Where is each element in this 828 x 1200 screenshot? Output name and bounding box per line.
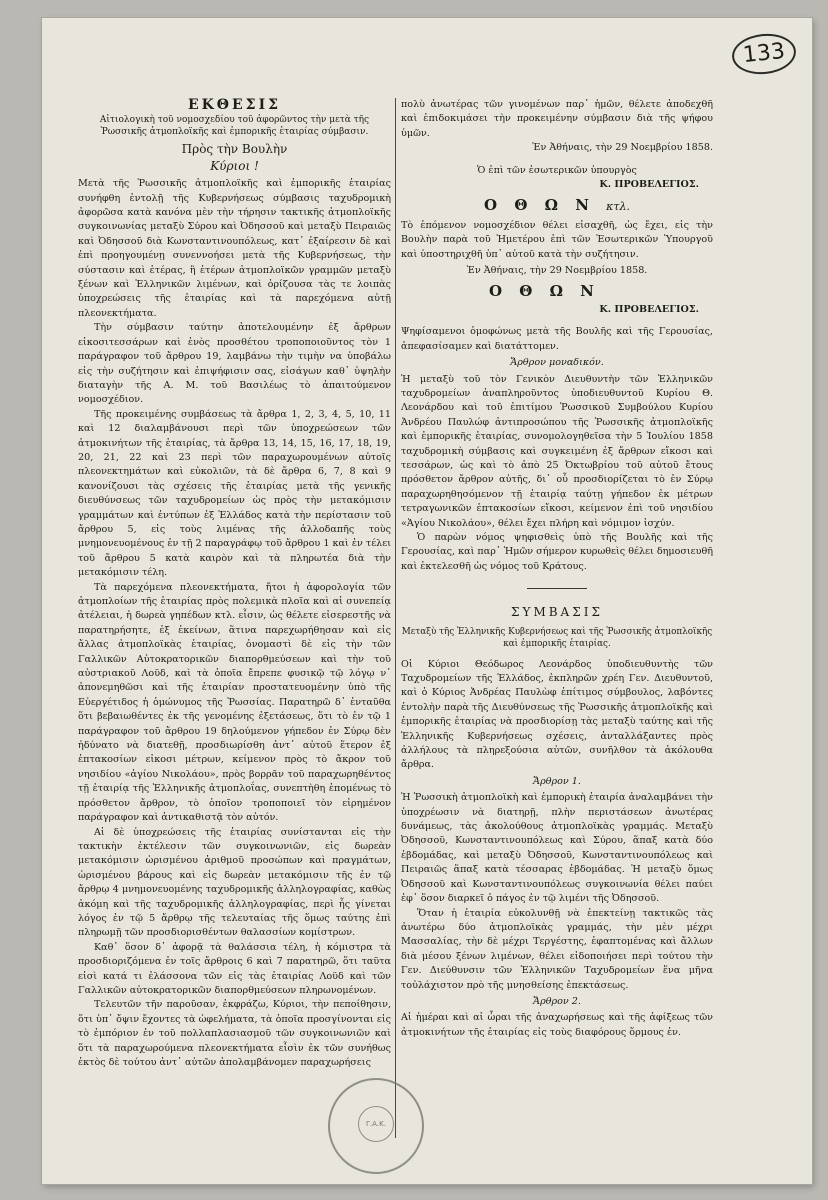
column-divider — [395, 98, 396, 1138]
article-heading: Ἄρθρον 1. — [533, 775, 581, 787]
resolution-text: Ψηφίσαμενοι ὁμοφώνως μετὰ τῆς Βουλῆς καὶ τῆς Γερουσίας, ἀπεφασίσαμεν καὶ διατάττομεν. — [401, 326, 713, 352]
king-name — [401, 198, 713, 214]
continuation-text: πολὺ ἀνωτέρας τῶν γινομένων παρ᾽ ἡμῶν, θέλετε ἀποδεχθῆ καὶ ἐπιδοκιμάσει τὴν προκειμένην σύμβασιν διὰ τῆς ψήφου ὑμῶν. — [401, 99, 713, 139]
report-paragraph: Καθ᾽ ὅσον δ᾽ ἀφορᾷ τὰ θαλάσσια τέλη, ἡ κόμιστρα τὰ προσδιοριζόμενα ἐν τοῖς ἄρθροις 6 καὶ 7 παρατηρῶ, ὅτι ταῦτα εἰσὶ κατά τι ἐλάσσονα τῶν εἰς τὰς ἑταιρίας Λοϋδ καὶ τῶν Γαλλικῶν αὐτοκρατορικῶν διαπορθμεύσεων πληρωνομένων. — [78, 941, 391, 996]
archive-stamp — [328, 1078, 424, 1174]
addressee: Πρὸς τὴν Βουλὴν — [181, 142, 288, 157]
ktl-abbrev: κτλ. — [606, 200, 630, 214]
minister-signature: Κ. ΠΡΟΒΕΛΕΓΙΟΣ. — [599, 179, 699, 191]
salutation: Κύριοι ! — [210, 158, 259, 173]
report-paragraph: Τελευτῶν τῆν παροῦσαν, ἐκφράζω, Κύριοι, τὴν πεποίθησιν, ὅτι ὑπ᾽ ὄψιν ἔχοντες τὰ ὠφελήματα, τὰ ὁποῖα προσγίνονται εἰς τὸ ἐμπόριον ἐν τοῦ πολλαπλασιασμοῦ τῶν συγκοινωνιῶν καὶ ὅτι τὰ παραχωρούμενα πλεονεκτήματα εἶσὶν ἐκ τῶν συνήθως ἐκτὸς δὲ τούτου ἀντ᾽ αὐτῶν ἀπολαμβάνομεν παραχωρήσεις — [78, 999, 391, 1068]
page-number: 133 — [730, 31, 798, 77]
report-paragraph: Τὴν σύμβασιν ταύτην ἀποτελουμένην ἐξ ἄρθρων εἰκοσιτεσσάρων καὶ ἑνὸς προσθέτου τροποποιοῦντος τὸν 1 παράγραφον τοῦ ἄρθρου 19, λαμβάνω τὴν τιμὴν να ὑποβάλω εἰς τὴν συζήτησιν καὶ ἐπιψήφισιν σας, εἰσάγων καθ᾽ ὑψηλὴν διαταγὴν τῆς Α. Μ. τοῦ Βασιλέως τὸ ἀπαιτούμενον νομοσχέδιον. — [78, 322, 391, 406]
minister-countersignature: Κ. ΠΡΟΒΕΛΕΓΙΟΣ. — [599, 303, 699, 315]
article-heading: Ἄρθρον 2. — [533, 995, 581, 1007]
section-rule — [527, 588, 587, 589]
law-paragraph: Ἡ μεταξὺ τοῦ τὸν Γενικὸν Διευθυντὴν τῶν Ἑλληνικῶν ταχυδρομείων ἀναπληροῦντος ὑποδιευθυντοῦ Κυρίου Θ. Λεονάρδου καὶ τοῦ ἐπιτίμου Ῥωσσικοῦ Συμβούλου Κυρίου Ἀνδρέου Παυλώφ ἀντιπροσώπου τῆς Ῥωσσικῆς ἀτμοπλοϊκῆς καὶ ἐμπορικῆς ἑταιρίας, συνομολογηθεῖσα τὴν 5 Ἰουλίου 1858 ταχυδρομικὴ σύμβασις καὶ συγκειμένη ἐξ ἄρθρων εἴκοσι καὶ τεσσάρων, ὡς καὶ τὸ ἀπὸ 25 Ὀκτωβρίου τοῦ αὐτοῦ ἔτους πρόσθετον ἄρθρον αὐτῆς, δι᾽ οὗ προσδιορίζεται τὸ ἐν Σύρῳ παραχωρηθησόμενον τῇ ἑταιρίᾳ ταύτῃ γήπεδον ἐκ μέτρων τετραγωνικῶν ἑπτακοσίων εἴκοσι, κείμενον ἐπὶ τοῦ νησιδίου «Ἁγίου Νικολάου», θέλει ἔχει πλήρη καὶ νόμιμον ἰσχύν. — [401, 373, 713, 529]
article-paragraph: Ὅταν ἡ ἑταιρία εὐκολυνθῇ νὰ ἐπεκτείνῃ τακτικῶς τὰς ἀνωτέρω δύο ἀτμοπλοϊκὰς γραμμάς, τὴν μὲν μέχρι Μασσαλίας, τὴν δὲ μέχρι Τεργέστης, ἐφαπτομένας καὶ ἄλλων διὰ μέσου ξένων λιμένων, θέλει εἰδοποιήσει περὶ τούτου τὴν Γεν. Διεύθυνσιν τῶν Ἑλληνικῶν Ταχυδρομείων ἕνα μῆνα τοὐλάχιστον πρὸ τῆς μνησθείσης ἐπεκτάσεως. — [401, 907, 713, 991]
left-column — [78, 98, 391, 1070]
dateline: Ἐν Ἀθήναις, τὴν 29 Νοεμβρίου 1858. — [532, 142, 713, 154]
section-title: ΣΥΜΒΑΣΙΣ — [511, 605, 603, 620]
report-paragraph: Τῆς προκειμένης συμβάσεως τὰ ἄρθρα 1, 2, 3, 4, 5, 10, 11 καὶ 12 διαλαμβάνουσι περὶ τῶν ὑποχρεώσεων τῶν ἀτμοκινήτων τῆς ἑταιρίας, τὰ ἄρθρα 13, 14, 15, 16, 17, 18, 19, 20, 21, 22 καὶ 23 περὶ τῶν παραχωρουμένων αὐτοῖς πλεονεκτημάτων καὶ εὐκολιῶν, τὰ δὲ ἄρθρα 6, 7, 8 καὶ 9 κανονίζουσι τὰς σχέσεις τῆς ἑταιρίας μετὰ τῆς γενικῆς διευθύνσεως τῶν ταχυδρομείων ὡς πρὸς τὴν μετακόμισιν γραμμάτων καὶ ἐντύπων ἐξ Ἑλλάδος κατὰ τὴν περίστασιν τοῦ ἄρθρου 5, εἰς τοὺς λιμένας τῆς ἀλλοδαπῆς τοὺς μνημονευομένους ἐν τῇ 2 παραγράφῳ τοῦ ἄρθρου 1 καὶ ἐν τέλει τοῦ ἄρθρου 5 κατὰ καιρὸν καὶ τὰ πληρωτέα διὰ τὴν μετακόμισιν τέλη. — [78, 408, 391, 579]
agreement-intro: Οἱ Κύριοι Θεόδωρος Λεονάρδος ὑποδιευθυντὴς τῶν Ταχυδρομείων τῆς Ἑλλάδος, ἐκπληρῶν χρέη Γεν. Διευθυντοῦ, καὶ ὁ Κύριος Ἀνδρέας Παυλὼφ ἐπίτιμος σύμβουλος, λαβόντες ἐντολὴν παρὰ τῆς Διευθύνσεως τῆς Ῥωσσικῆς ἀτμοπλοϊκῆς καὶ ἐμπορικῆς ἑταιρίας νὰ προσδιορίσῃ τὰς μεταξὺ ταύτης καὶ τῆς Ἑλληνικῆς Κυβερνήσεως σχέσεις, ἀνταλλάξαντες πρὸς ἀλλήλους τὰ πληρεξούσια αὐτῶν, συνῆλθον τὰ ἀκόλουθα ἄρθρα. — [401, 658, 713, 771]
section-subtitle: Μεταξὺ τῆς Ἑλληνικῆς Κυβερνήσεως καὶ τῆς Ῥωσσικῆς ἀτμοπλοϊκῆς καὶ ἐμπορικῆς ἑταιρίας. — [401, 626, 713, 649]
minister-title: Ὁ ἐπὶ τῶν ἐσωτερικῶν ὑπουργὸς — [477, 164, 637, 176]
king-signature: Ο Θ Ω Ν — [489, 282, 600, 301]
report-paragraph: Αἱ δὲ ὑποχρεώσεις τῆς ἑταιρίας συνίστανται εἰς τὴν τακτικὴν ἐκτέλεσιν τῶν συγκοινωνιῶν, εἰς δωρεὰν μετακόμισιν ὡρισμένου ἀριθμοῦ προσώπων καὶ πραγμάτων, ὡρισμένου βάρους καὶ εἰς δωρεὰν μετακόμισιν τῆς ἐν τῷ ἄρθρῳ 4 μνημονευομένης ταχυδρομικῆς ἀλληλογραφίας, καθὼς ἀκόμη καὶ τῆς ταχυδρομικῆς ἀλληλογραφίας, περὶ ἧς γίνεται λόγος ἐν τῷ 5 ἄρθρῳ τῆς τελευταίας τῆς ὅμως ταύτης ἐπὶ πληρωμῇ τῶν προσδιορισθέντων θαλασσίων κομίστρων. — [78, 826, 391, 939]
article-paragraph: Ἡ Ῥωσσικὴ ἀτμοπλοϊκὴ καὶ ἐμπορικὴ ἑταιρία ἀναλαμβάνει τὴν ὑποχρέωσιν νὰ διατηρῇ, πλὴν περιστάσεων ἀνωτέρας δυνάμεως, τὰς ἀκολούθους ἀτμοπλοϊκὰς γραμμάς. Μεταξὺ Ὀδησσοῦ, Κωνσταντινουπόλεως καὶ Σύρου, ἅπαξ κατὰ δύο ἑβδομάδας, καὶ μεταξὺ Ὀδησσοῦ, Κωνσταντινουπόλεως καὶ Πειραιῶς ἅπαξ κατὰ τέσσαρας ἑβδομάδας. Ἡ μεταξὺ ὅμως Ὀδησσοῦ καὶ Κωνσταντινουπόλεως συγκοινωνία θέλει παύει ἐφ᾽ ὅσον διαρκεῖ ὁ πάγος ἐν τῷ λιμένι τῆς Ὀδησσοῦ. — [401, 792, 713, 905]
dateline: Ἐν Ἀθήναις, τὴν 29 Νοεμβρίου 1858. — [466, 265, 648, 277]
report-paragraph: Μετὰ τῆς Ῥωσσικῆς ἀτμοπλοϊκῆς καὶ ἐμπορικῆς ἑταιρίας συνήφθη ἐντολῇ τῆς Κυβερνήσεως σύμβασις ταχυδρομικὴ ἀφορῶσα κατὰ κανόνα μὲν τὴν τήρησιν τακτικῆς ἀτμοπλοϊκῆς συγκοινωνίας μεταξὺ Σύρου καὶ Ὀδησσοῦ καὶ μεταξὺ Πειραιῶς καὶ Ὀδησσοῦ διὰ Κωνσταντινουπόλεως, κατ᾽ ἐξαίρεσιν δὲ καὶ ἐπὶ προηγουμένῃ συνεννοήσει μετὰ τῆς Κυβερνήσεως, τὴν σύστασιν καὶ ἑτέρας, ἢ ἑτέρων ἀτμοπλοϊκῶν γραμμῶν μεταξὺ ξένων καὶ Ἑλληνικῶν λιμένων, καὶ ὁρίζουσα τὰς τε λοιπὰς ὑποχρεώσεις τῆς ἑταιρίας καὶ τὰ παρεχόμενα αὐτῇ πλεονεκτήματα. — [78, 178, 391, 319]
decree-intro: Τὸ ἑπόμενον νομοσχέδιον θέλει εἰσαχθῆ, ὡς ἔχει, εἰς τὴν Βουλὴν παρὰ τοῦ Ἡμετέρου ἐπὶ τῶν Ἐσωτερικῶν Ὑπουργοῦ καὶ ὑποστηριχθῆ ὑπ᾽ αὐτοῦ κατὰ τὴν συζήτησιν. — [401, 219, 713, 260]
report-paragraph: Τὰ παρεχόμενα πλεονεκτήματα, ἤτοι ἡ ἀφορολογία τῶν ἀτμοπλοίων τῆς ἑταιρίας πρὸς πολεμικὰ πλοῖα καὶ αἱ συνεπείᾳ ἀτέλειαι, ἡ δωρεὰ γηπέδων κτλ. εἶσιν, ὡς θέλετε εἰσερεστῆς νὰ παρατηρήσητε, ἐξ ἐκείνων, ἅτινα παρεχωρήθησαν καὶ εἰς ἄλλας ἀτμοπλοϊκὰς ἑταιρίας, ὀνομαστὶ δὲ εἰς τὴν τῶν Γαλλικῶν Αὐτοκρατορικῶν διαπορθμεύσεων καὶ τὴν τοῦ αὐστριακοῦ Λοϋδ, καὶ τὰ ὁποῖα ἔπρεπε φυσικῷ τῷ λόγῳ ν᾽ ἀπονεμηθῶσι καὶ τῆς ἑταιρίαν προστατευομένην ὑπὸ τῆς Εὐεργέτιδος ἡ ὁμώνυμος τῆς Ῥωσσίας. Παρατηρῶ δ᾽ ἐνταῦθα ὅτι βεβαιωθέντες ἐκ τῆς γενομένης ἐξετάσεως, ὅτι τὸ ἐν τῷ 1 παράγραφον τοῦ ἄρθρου 19 δηλούμενον γήπεδον ἐν Σύρῳ δὲν ἠδύνατο νὰ διατεθῇ, προσδιωρίσθη ἀντ᾽ αὐτοῦ ἕτερον ἐξ ἑπτακοσίων εἰκοσι μέτρων, κείμενον πρὸς τὸ ἄκρον τοῦ νησιδίου «ἁγίου Νικολάου», πρὸς βορρᾶν τοῦ παραχωρηθέντος τῇ ἑταιρίᾳ τῆς Ἑλληνικῆς ἀτμοπλοΐας, συνεπτὴθη ἑπομένως τὸ πρόσθετον ἄρθρον, τὸ ὁποῖον τροποποιεῖ τὸν εἰρημένον παράγραφον καὶ ἀντικαθιστᾷ τὸν αὐτόν. — [78, 581, 391, 824]
article-paragraph: Αἱ ἡμέραι καὶ αἱ ὧραι τῆς ἀναχωρήσεως καὶ τῆς ἀφίξεως τῶν ἀτμοκινήτων τῆς ἑταιρίας εἰς τοὺς διαφόρους ὅρμους ἐν. — [401, 1012, 713, 1038]
right-column — [401, 98, 713, 1040]
law-paragraph: Ὁ παρὼν νόμος ψηφισθεὶς ὑπὸ τῆς Βουλῆς καὶ τῆς Γερουσίας, καὶ παρ᾽ Ἡμῶν σήμερον κυρωθεὶς θέλει δημοσιευθῆ καὶ ἐκτελεσθῆ ὡς νόμος τοῦ Κράτους. — [401, 531, 713, 572]
stamp-label: Γ.Α.Κ. — [358, 1106, 394, 1142]
article-heading: Ἄρθρον μοναδικόν. — [510, 357, 604, 369]
report-subtitle: Αἰτιολογικὴ τοῦ νομοσχεδίου τοῦ ἀφορῶντος τὴν μετὰ τῆς Ῥωσσικῆς ἀτμοπλοϊκῆς καὶ ἐμπορικῆς ἑταιρίας σύμβασιν. — [99, 115, 370, 138]
king-name-text: Ο Θ Ω Ν — [484, 196, 595, 215]
report-title: ΕΚΘΕΣΙΣ — [187, 97, 282, 113]
